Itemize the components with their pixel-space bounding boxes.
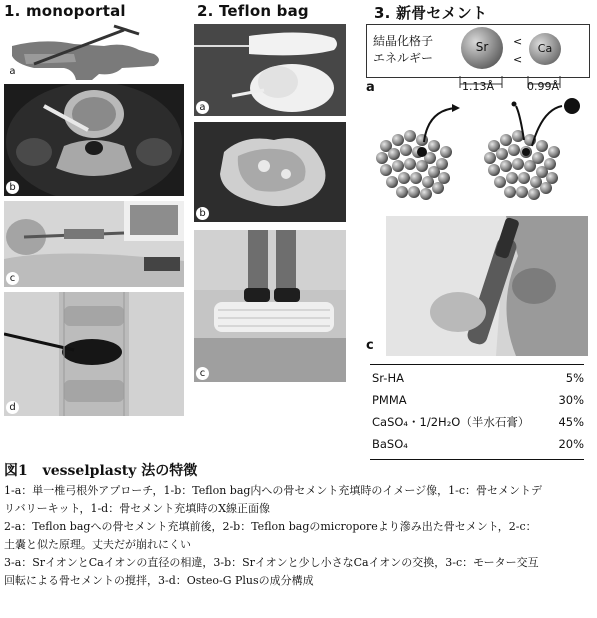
photo-1a-approach-illustration [4, 24, 184, 80]
photo-1d-xray-frontal [4, 292, 184, 416]
component-percent: 5% [565, 371, 584, 385]
photo-1c-delivery-kit [4, 201, 184, 287]
component-percent: 30% [558, 393, 584, 407]
panel-label-1a: a [6, 65, 19, 78]
component-percent: 20% [558, 437, 584, 451]
ca-ion-sphere [529, 33, 561, 65]
panel-label-2a: a [196, 101, 209, 114]
table-row [372, 433, 584, 455]
caption-line: 3-a：SrイオンとCaイオンの直径の相違，3-b：Srイオンと少し小さなCaイオンの交換，3-c：モーター交互 [4, 556, 539, 569]
less-than-sign-1: < [513, 35, 523, 48]
energy-label-line2: エネルギー [373, 51, 434, 65]
panel-label-1c: c [6, 272, 19, 285]
table-row [372, 389, 584, 411]
column-title-new-bone-cement: 3. 新骨セメント [374, 4, 488, 22]
energy-diagram-box [366, 24, 590, 78]
caption-line: 2-a：Teflon bagへの骨セメント充填前後，2-b：Teflon bagのmicroporeより滲み出た骨セメント，2-c： [4, 520, 537, 533]
panel-label-3a: a [366, 80, 375, 95]
ion-exchange-lattice-illustration [366, 96, 588, 206]
ca-diameter-label: 0.99Å [527, 80, 560, 93]
photo-2c-sandbag-analogy [194, 230, 346, 382]
table-row [372, 411, 584, 433]
sr-ion-label: Sr [475, 40, 489, 54]
caption-line: 1-a：単一椎弓根外アプローチ，1-b：Teflon bag内への骨セメント充填時のイメージ像，1-c：骨セメントデ [4, 484, 542, 497]
component-name: Sr-HA [372, 371, 404, 385]
table-bottom-rule [370, 459, 584, 460]
photo-2a-teflon-bag-before-after [194, 24, 346, 116]
column-title-teflon-bag: 2. Teflon bag [197, 2, 309, 20]
figure-title-text: vesselplasty 法の特徴 [42, 463, 198, 479]
photo-2b-micropore-cement [194, 122, 346, 222]
panel-label-2c: c [196, 367, 209, 380]
table-top-rule [370, 364, 584, 365]
component-name: BaSO₄ [372, 437, 408, 451]
panel-label-2b: b [196, 207, 209, 220]
energy-label-line1: 結晶化格子 [373, 34, 434, 48]
sr-diameter-label: 1.13Å [462, 80, 495, 93]
caption-line: リバリーキット，1-d：骨セメント充填時のX線正面像 [4, 502, 271, 515]
photo-3c-motor-mixing [386, 216, 588, 356]
composition-table [372, 367, 584, 455]
caption-line: 土嚢と似た原理。丈夫だが崩れにくい [4, 538, 191, 551]
table-row [372, 367, 584, 389]
panel-label-1b: b [6, 181, 19, 194]
figure-title [4, 460, 197, 480]
caption-line: 回転による骨セメントの撹拌，3-d：Osteo-G Plusの成分構成 [4, 574, 314, 587]
panel-label-3c: c [366, 338, 374, 353]
component-percent: 45% [558, 415, 584, 429]
less-than-sign-2: < [513, 53, 523, 66]
photo-1b-ct-axial [4, 84, 184, 196]
column-title-monoportal: 1. monoportal [4, 2, 126, 20]
ca-ion-label: Ca [537, 42, 553, 55]
figure-number: 図1 [4, 463, 28, 479]
component-name: PMMA [372, 393, 407, 407]
component-name: CaSO₄・1/2H₂O（半水石膏） [372, 415, 530, 429]
sr-ion-sphere [461, 27, 503, 69]
panel-label-1d: d [6, 401, 19, 414]
